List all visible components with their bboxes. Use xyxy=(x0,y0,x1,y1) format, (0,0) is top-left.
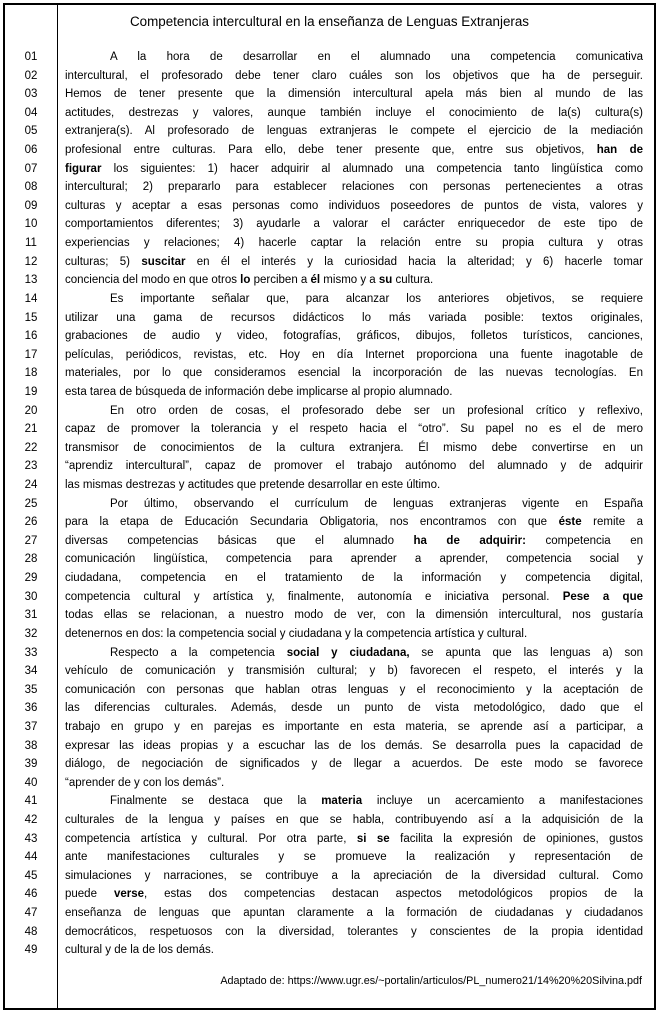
line-number: 49 xyxy=(24,944,38,957)
line-text: capaz de promover la tolerancia y el respeto hacia el “otro”. Su papel no es el de mero xyxy=(65,423,643,436)
line-number: 16 xyxy=(24,330,38,343)
text-line xyxy=(5,811,654,830)
line-text: “aprendiz intercultural”, capaz de promover el trabajo autónomo del alumnado y de adquirir xyxy=(65,460,643,473)
line-number: 19 xyxy=(24,385,38,398)
line-text: conciencia del modo en que otros lo perciben a él mismo y a su cultura. xyxy=(65,274,434,287)
document-page xyxy=(3,3,656,1010)
line-text: Finalmente se destaca que la materia incluye un acercamiento a manifestaciones xyxy=(110,795,643,808)
line-text: competencia artística y cultural. Por otra parte, si se facilita la expresión de opiniones, gustos xyxy=(65,832,644,845)
line-text: competencia cultural y artística y, finalmente, autonomía e iniciativa personal. Pese a que xyxy=(65,590,644,603)
line-number: 48 xyxy=(24,925,38,938)
text-line xyxy=(5,550,654,569)
line-text: comunicación con personas que hablan otras lenguas y el reconocimiento y la aceptación de xyxy=(65,683,643,696)
line-number: 21 xyxy=(24,423,38,436)
text-line xyxy=(5,104,654,123)
line-number: 34 xyxy=(24,665,38,678)
line-number: 04 xyxy=(24,106,38,119)
text-line xyxy=(5,625,654,644)
line-number: 41 xyxy=(24,795,38,808)
line-text: puede verse, estas dos competencias destacan aspectos metodológicos propios de la xyxy=(65,888,643,901)
text-line xyxy=(5,755,654,774)
line-text: Por último, observando el currículum de lenguas extranjeras vigente en España xyxy=(110,497,643,510)
line-number: 03 xyxy=(24,88,38,101)
text-line xyxy=(5,48,654,67)
line-text: simulaciones y narraciones, se contribuye a la apreciación de la diversidad cultural. Como xyxy=(65,869,643,882)
line-text: utilizar una gama de recursos didácticos lo más variada posible: textos originales, xyxy=(65,311,643,324)
line-text: las mismas destrezas y actitudes que pretende desarrollar en este último. xyxy=(65,479,441,492)
source-attribution: Adaptado de: https://www.ugr.es/~portalin/articulos/PL_numero21/14%20%20Silvina.pdf xyxy=(220,974,642,987)
text-line xyxy=(5,383,654,402)
text-line xyxy=(5,774,654,793)
line-text: intercultural; 2) prepararlo para establecer relaciones con personas pertenecientes a otras xyxy=(65,181,643,194)
line-number: 22 xyxy=(24,441,38,454)
text-line xyxy=(5,923,654,942)
text-line xyxy=(5,290,654,309)
line-number: 43 xyxy=(24,832,38,845)
line-text: esta tarea de búsqueda de información debe implicarse al propio alumnado. xyxy=(65,385,453,398)
text-line xyxy=(5,718,654,737)
line-number: 11 xyxy=(25,237,37,250)
line-text: comunicación lingüística, competencia para aprender a aprender, competencia social y xyxy=(65,553,643,566)
line-number: 30 xyxy=(24,590,38,603)
line-number: 25 xyxy=(24,497,38,510)
line-number: 10 xyxy=(24,218,38,231)
text-line xyxy=(5,327,654,346)
text-line xyxy=(5,532,654,551)
text-line xyxy=(5,160,654,179)
line-number: 27 xyxy=(24,534,38,547)
text-line xyxy=(5,885,654,904)
line-text: ciudadana, competencia en el tratamiento de la información y competencia digital, xyxy=(65,572,643,585)
text-line xyxy=(5,830,654,849)
line-text: En otro orden de cosas, el profesorado debe ser un profesional crítico y reflexivo, xyxy=(110,404,643,417)
line-text: culturas y aceptar a esas personas como individuos poseedores de puntos de vista, valores y xyxy=(65,199,643,212)
line-number: 35 xyxy=(24,683,38,696)
line-number: 38 xyxy=(24,739,38,752)
text-line xyxy=(5,122,654,141)
text-line xyxy=(5,737,654,756)
line-text: Es importante señalar que, para alcanzar los anteriores objetivos, se requiere xyxy=(110,292,643,305)
line-number: 32 xyxy=(24,627,38,640)
line-number: 44 xyxy=(24,851,38,864)
line-number: 05 xyxy=(24,125,38,138)
text-line xyxy=(5,439,654,458)
line-number: 29 xyxy=(24,572,38,585)
line-text: ante manifestaciones culturales y se promueve la realización y representación de xyxy=(65,851,643,864)
line-number: 17 xyxy=(24,348,38,361)
line-number: 08 xyxy=(24,181,38,194)
page-title: Competencia intercultural en la enseñanza de Lenguas Extranjeras xyxy=(130,14,529,29)
line-number: 39 xyxy=(24,758,38,771)
line-number: 18 xyxy=(24,367,38,380)
line-text: democráticos, respetuosos con la diversidad, tolerantes y conscientes de la propia identidad xyxy=(65,925,643,938)
text-line xyxy=(5,253,654,272)
line-number: 33 xyxy=(24,646,38,659)
line-number: 24 xyxy=(24,479,38,492)
line-text: materiales, por lo que consideramos esencial la incorporación de las nuevas tecnologías. En xyxy=(65,367,643,380)
line-text: diálogo, de negociación de significados y de llegar a acuerdos. De este modo se favorece xyxy=(65,758,643,771)
text-line xyxy=(5,402,654,421)
line-text: Hemos de tener presente que la dimensión intercultural apela más bien al mundo de las xyxy=(65,88,643,101)
line-text: vehículo de comunicación y transmisión cultural; y b) favorecen el respeto, el interés y la xyxy=(65,665,643,678)
line-number: 14 xyxy=(24,292,38,305)
line-number: 46 xyxy=(24,888,38,901)
text-lines xyxy=(5,48,654,960)
line-text: para la etapa de Educación Secundaria Obligatoria, nos encontramos con que éste remite a xyxy=(65,516,643,529)
line-number: 36 xyxy=(24,702,38,715)
line-text: experiencias y relaciones; 4) hacerle captar la relación entre su propia cultura y otras xyxy=(65,237,643,250)
line-text: intercultural, el profesorado debe tener claro cuáles son los objetivos que ha de perseguir. xyxy=(65,69,643,82)
line-number: 20 xyxy=(24,404,38,417)
text-line xyxy=(5,867,654,886)
line-number: 12 xyxy=(24,255,38,268)
line-text: cultural y de la de los demás. xyxy=(65,944,214,957)
text-line xyxy=(5,699,654,718)
line-text: A la hora de desarrollar en el alumnado una competencia comunicativa xyxy=(110,51,643,63)
text-line xyxy=(5,941,654,960)
line-text: culturas; 5) suscitar en él el interés y la curiosidad hacia la alteridad; y 6) hacerle tomar xyxy=(65,255,644,268)
text-line xyxy=(5,606,654,625)
line-number: 09 xyxy=(24,199,38,212)
line-number: 13 xyxy=(24,274,38,287)
line-number: 23 xyxy=(24,460,38,473)
line-number: 42 xyxy=(24,813,38,826)
line-text: todas ellas se relacionan, a nuestro modo de ver, con la dimensión intercultural, nos gustaría xyxy=(65,609,643,622)
text-line xyxy=(5,792,654,811)
text-line xyxy=(5,569,654,588)
line-number: 31 xyxy=(24,609,38,622)
line-number: 47 xyxy=(24,907,38,920)
line-text: detenernos en dos: la competencia social y ciudadana y la competencia artística y cultural. xyxy=(65,627,528,640)
text-line xyxy=(5,346,654,365)
line-text: las diferencias culturales. Además, desde un punto de vista metodológico, dado que el xyxy=(65,702,643,715)
line-number: 28 xyxy=(24,553,38,566)
line-number: 07 xyxy=(24,162,38,175)
text-line xyxy=(5,904,654,923)
text-line xyxy=(5,420,654,439)
line-number: 15 xyxy=(24,311,38,324)
line-text: grabaciones de audio y video, fotografías, gráficos, dibujos, folletos turísticos, canciones, xyxy=(65,330,643,343)
text-line xyxy=(5,67,654,86)
column-divider xyxy=(57,5,58,1008)
line-number: 01 xyxy=(24,51,38,63)
text-line xyxy=(5,644,654,663)
line-text: enseñanza de lenguas que apuntan claramente a la formación de ciudadanas y ciudadanos xyxy=(65,907,643,920)
text-line xyxy=(5,215,654,234)
text-line xyxy=(5,457,654,476)
text-line xyxy=(5,848,654,867)
line-text: figurar los siguientes: 1) hacer adquirir al alumnado una competencia tanto lingüística como xyxy=(65,162,643,175)
text-line xyxy=(5,197,654,216)
line-text: “aprender de y con los demás”. xyxy=(65,776,225,789)
text-line xyxy=(5,588,654,607)
text-line xyxy=(5,662,654,681)
text-line xyxy=(5,309,654,328)
text-line xyxy=(5,141,654,160)
text-line xyxy=(5,513,654,532)
line-text: expresar las ideas propias y a escuchar las de los demás. Se desarrolla pues la capacidad de xyxy=(65,739,643,752)
text-line xyxy=(5,234,654,253)
line-text: películas, periódicos, revistas, etc. Hoy en día Internet proporciona una fuente inagotable de xyxy=(65,348,643,361)
line-text: extranjera(s). Al profesorado de lenguas extranjeras le compete el ejercicio de la mediación xyxy=(65,125,643,138)
line-number: 45 xyxy=(24,869,38,882)
text-line xyxy=(5,495,654,514)
text-line xyxy=(5,681,654,700)
line-number: 02 xyxy=(24,69,38,82)
line-text: Respecto a la competencia social y ciudadana, se apunta que las lenguas a) son xyxy=(110,646,643,659)
text-line xyxy=(5,271,654,290)
line-number: 37 xyxy=(24,720,38,733)
text-line xyxy=(5,476,654,495)
text-line xyxy=(5,364,654,383)
line-text: culturales de la lengua y países en que se habla, contribuyendo así a la adquisición de la xyxy=(65,813,643,826)
text-line xyxy=(5,178,654,197)
line-text: diversas competencias básicas que el alumnado ha de adquirir: competencia en xyxy=(65,534,643,547)
line-number: 40 xyxy=(24,776,38,789)
line-text: trabajo en grupo y en parejas es importante en esta materia, se aprende así a participar, a xyxy=(65,720,643,733)
line-text: comportamientos diferentes; 3) ayudarle a valorar el carácter enriquecedor de este tipo de xyxy=(65,218,643,231)
line-text: actitudes, destrezas y valores, aunque también incluye el conocimiento de la(s) cultura(s) xyxy=(65,106,643,119)
line-text: profesional entre culturas. Para ello, debe tener presente que, entre sus objetivos, han de xyxy=(65,144,643,157)
line-number: 06 xyxy=(24,144,38,157)
line-number: 26 xyxy=(24,516,38,529)
text-line xyxy=(5,85,654,104)
line-text: transmisor de conocimientos de la cultura extranjera. Él mismo debe convertirse en un xyxy=(65,441,643,454)
